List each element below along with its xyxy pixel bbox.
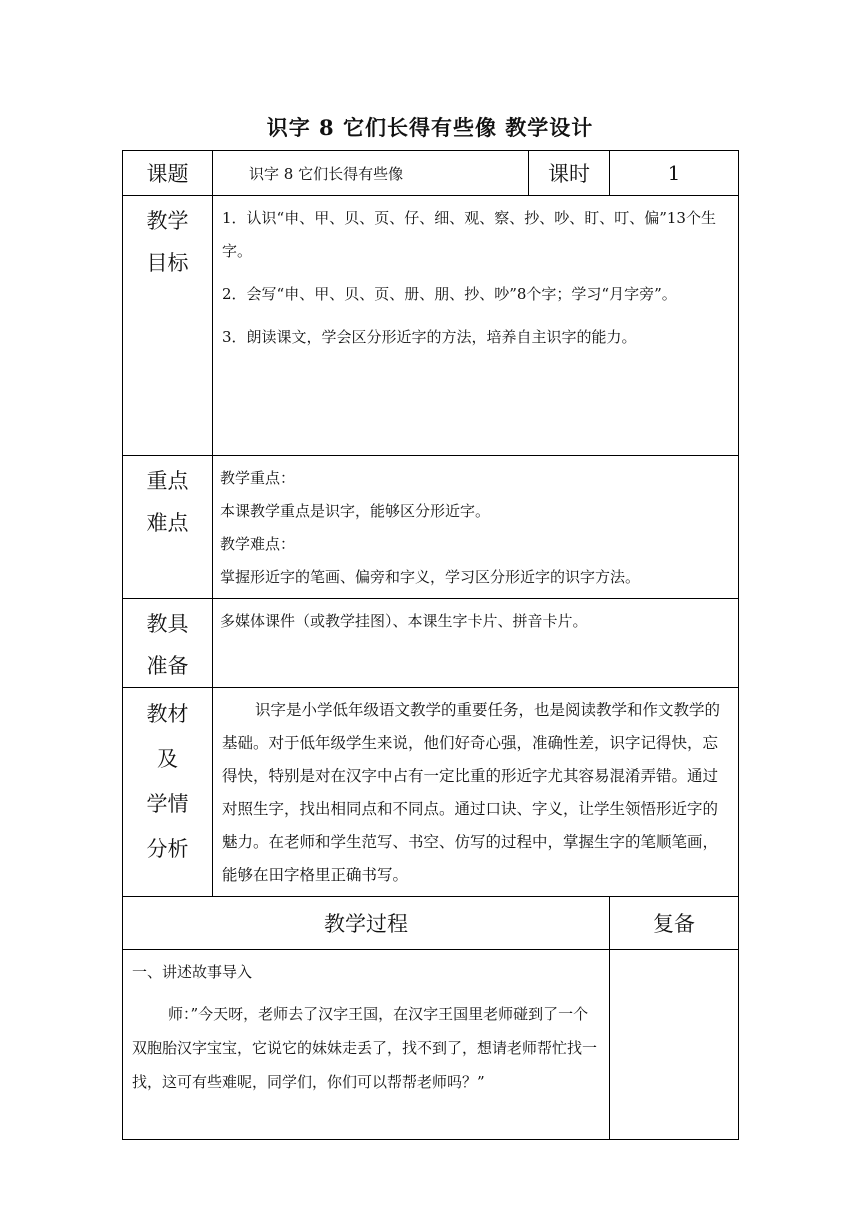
keypoints-label-line: 重点: [146, 469, 189, 493]
analysis-label: [123, 688, 213, 897]
analysis-row: [123, 688, 739, 897]
keypoints-row: [123, 456, 739, 599]
process-header-row: [123, 897, 739, 950]
goals-label-line: 目标: [146, 251, 189, 275]
analysis-content: [213, 688, 739, 897]
analysis-paragraph: 识字是小学低年级语文教学的重要任务，也是阅读教学和作文教学的基础。对于低年级学生来说，他们好奇心强，准确性差，识字记得快，忘得快，特别是对在汉字中占有一定比重的形近字尤其容易混淆弄错。通过对照生字，找出相同点和不同点。通过口诀、字义，让学生领悟形近字的魅力。在老师和学生范写、书空、仿写的过程中，掌握生字的笔顺笔画，能够在田字格里正确书写。: [222, 701, 721, 884]
analysis-label-line: 分析: [146, 837, 189, 861]
goal-item: 2．会写“申、甲、贝、页、册、朋、抄、吵”8个字；学习“月字旁”。: [222, 285, 677, 303]
goals-row: [123, 196, 739, 456]
hours-value: 1: [610, 151, 739, 196]
keypoints-label: [123, 456, 213, 599]
keypoints-line: 本课教学重点是识字，能够区分形近字。: [220, 502, 491, 520]
process-paragraph: 师：”今天呀，老师去了汉字王国，在汉字王国里老师碰到了一个双胞胎汉字宝宝，它说它的妹妹走丢了，找不到了，想请老师帮忙找一找，这可有些难呢，同学们，你们可以帮帮老师吗？”: [132, 1005, 598, 1091]
lesson-plan-table: [122, 150, 739, 1140]
goals-label-line: 教学: [146, 209, 189, 233]
process-body-row: [123, 950, 739, 1140]
keypoints-line: 教学难点：: [220, 535, 296, 553]
tools-row: [123, 599, 739, 688]
process-header: 教学过程: [123, 897, 610, 950]
tools-label-line: 教具: [146, 612, 189, 636]
keypoints-line: 教学重点：: [220, 469, 296, 487]
topic-label: 课题: [123, 151, 213, 196]
keypoints-label-line: 难点: [146, 511, 189, 535]
review-notes-cell: [610, 950, 739, 1140]
tools-label: [123, 599, 213, 688]
keypoints-line: 掌握形近字的笔画、偏旁和字义，学习区分形近字的识字方法。: [220, 568, 641, 586]
review-header: 复备: [610, 897, 739, 950]
process-section-title: 一、讲述故事导入: [132, 963, 253, 981]
analysis-label-line: 学情: [146, 792, 189, 816]
goal-item: 1．认识“申、甲、贝、页、仔、细、观、察、抄、吵、盯、叮、偏”13个生字。: [222, 209, 716, 260]
goals-content: [213, 196, 739, 456]
tools-content: 多媒体课件（或教学挂图）、本课生字卡片、拼音卡片。: [213, 599, 739, 688]
hours-label: 课时: [529, 151, 610, 196]
goals-label: [123, 196, 213, 456]
document-title: 识字 8 它们长得有些像 教学设计: [266, 115, 594, 140]
topic-value: 识字 8 它们长得有些像: [213, 151, 529, 196]
process-content: [123, 950, 610, 1140]
tools-label-line: 准备: [146, 654, 189, 678]
keypoints-content: [213, 456, 739, 599]
analysis-label-line: 教材: [146, 702, 189, 726]
header-row: [123, 151, 739, 196]
analysis-label-line: 及: [157, 747, 178, 771]
goal-item: 3．朗读课文，学会区分形近字的方法，培养自主识字的能力。: [222, 328, 637, 346]
